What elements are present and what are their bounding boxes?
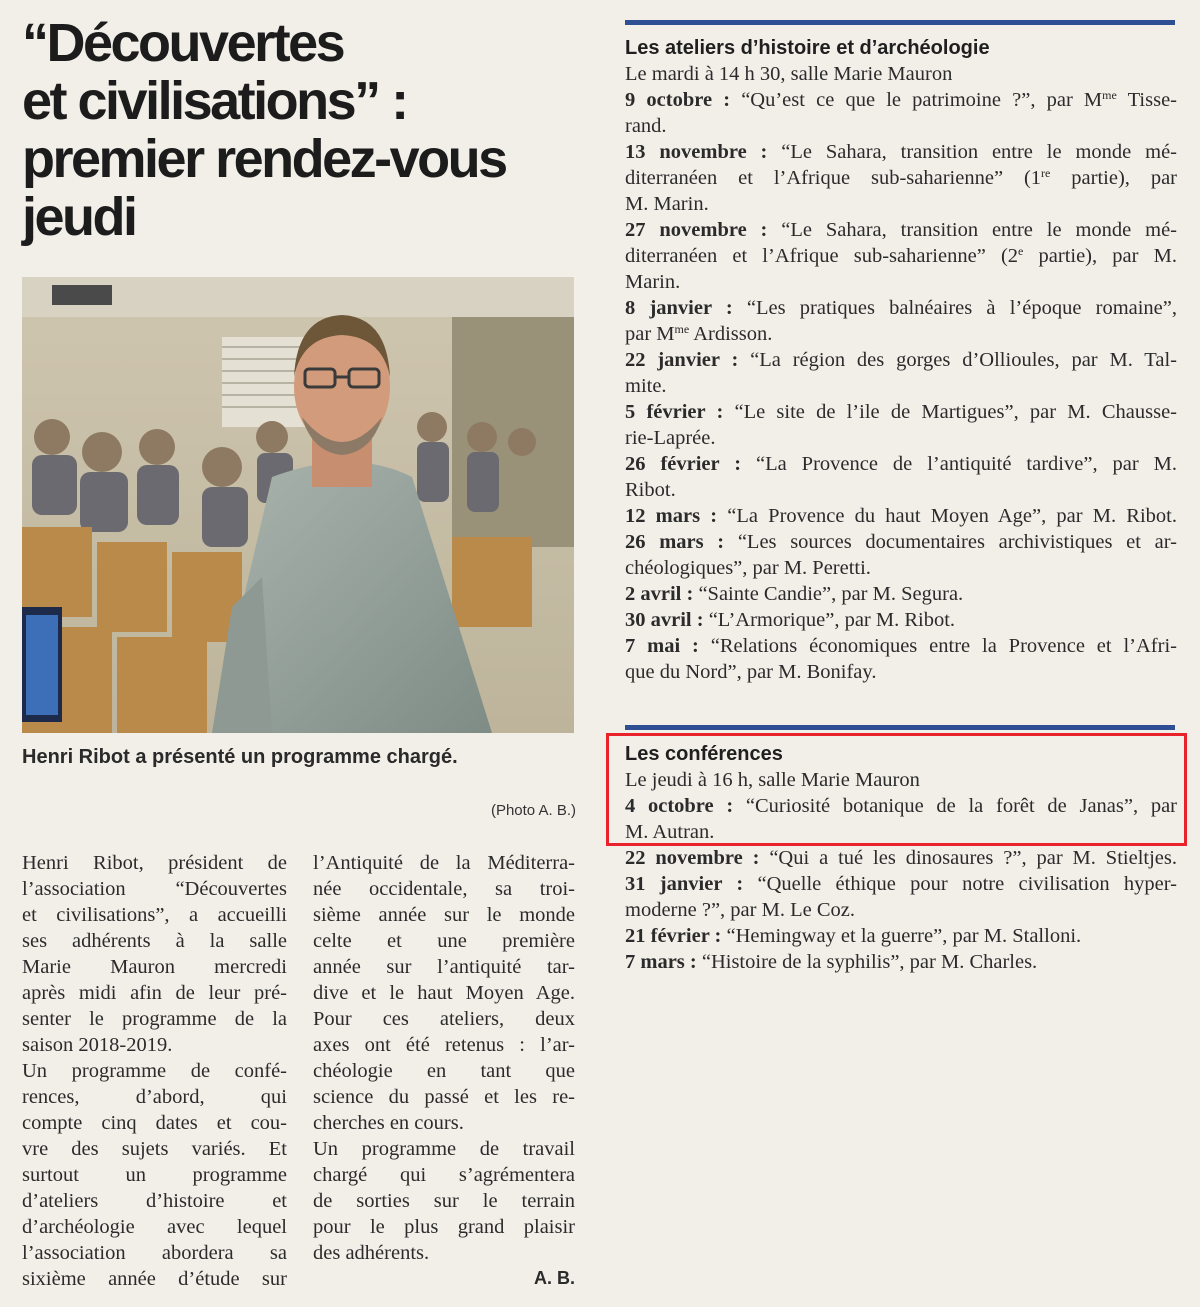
article-line: ses adhérents à la salle — [22, 930, 287, 952]
program-date: 7 mai : — [625, 635, 699, 657]
photo-caption: Henri Ribot a présenté un programme chargé. — [22, 746, 458, 768]
program-date: 13 novembre : — [625, 141, 768, 163]
ateliers-line — [625, 295, 1177, 321]
article-line: saison 2018-2019. — [22, 1034, 173, 1056]
article-line: celte et une première — [313, 930, 575, 952]
article-line: cherches en cours. — [313, 1112, 464, 1134]
article-line: Un programme de confé- — [22, 1060, 287, 1082]
program-text: par M — [625, 323, 675, 345]
article-line: rences, d’abord, qui — [22, 1086, 287, 1108]
headline-line: jeudi — [22, 187, 136, 247]
conferences-line — [625, 871, 1177, 897]
program-text: “Hemingway et la guerre”, par M. Stalloni. — [721, 925, 1082, 947]
program-text: “Qu’est ce que le patrimoine ?”, par M — [730, 89, 1103, 111]
ateliers-line — [625, 373, 1177, 399]
article-line: compte cinq dates et cou- — [22, 1112, 287, 1134]
ateliers-line — [625, 243, 1177, 269]
article-line: senter le programme de la — [22, 1008, 287, 1030]
program-text: “La Provence du haut Moyen Age”, par M. Ribot. — [717, 505, 1177, 527]
program-date: 27 novembre : — [625, 219, 768, 241]
program-superscript: me — [674, 322, 690, 336]
program-text: M. Autran. — [625, 821, 715, 843]
ateliers-line — [625, 87, 1177, 113]
program-text: “Le Sahara, transition entre le monde mé- — [767, 141, 1177, 163]
program-date: 5 février : — [625, 401, 724, 423]
program-text: diterranéen et l’Afrique sub-saharienne” (1 — [625, 167, 1042, 189]
article-line: l’association “Découvertes — [22, 878, 287, 900]
ateliers-line — [625, 633, 1177, 659]
article-photo — [22, 277, 574, 733]
program-text: “Sainte Candie”, par M. Segura. — [693, 583, 964, 605]
ateliers-line — [625, 113, 1177, 139]
ateliers-line — [625, 555, 1177, 581]
program-superscript: me — [1102, 88, 1117, 102]
article-line: science du passé et les re- — [313, 1086, 575, 1108]
program-text: “Histoire de la syphilis”, par M. Charles. — [696, 951, 1038, 973]
article-line: pour le plus grand plaisir — [313, 1216, 575, 1238]
program-text: moderne ?”, par M. Le Coz. — [625, 899, 855, 921]
program-text: Tisse- — [1116, 89, 1177, 111]
ateliers-line — [625, 269, 1177, 295]
conferences-line — [625, 949, 1177, 975]
program-date: 8 janvier : — [625, 297, 733, 319]
program-text: Marin. — [625, 271, 681, 293]
program-text: Le mardi à 14 h 30, salle Marie Mauron — [625, 63, 953, 85]
program-text: “La région des gorges d’Ollioules, par M. Tal- — [738, 349, 1178, 371]
ateliers-line — [625, 165, 1177, 191]
program-date: 26 mars : — [625, 531, 725, 553]
conferences-title: Les conférences — [625, 743, 783, 765]
article-line: d’ateliers d’histoire et — [22, 1190, 287, 1212]
program-text: partie), par M. — [1023, 245, 1177, 267]
program-text: partie), par — [1050, 167, 1177, 189]
article-line: sixième année d’étude sur — [22, 1268, 287, 1290]
article-line: dive et le haut Moyen Age. — [313, 982, 575, 1004]
conferences-line — [625, 845, 1177, 871]
program-date: 22 janvier : — [625, 349, 739, 371]
ateliers-line — [625, 217, 1177, 243]
program-date: 7 mars : — [625, 951, 697, 973]
program-text: diterranéen et l’Afrique sub-saharienne” (2 — [625, 245, 1019, 267]
ateliers-line — [625, 581, 1177, 607]
article-line: Henri Ribot, président de — [22, 852, 287, 874]
program-text: “Qui a tué les dinosaures ?”, par M. Stieltjes. — [759, 847, 1177, 869]
program-text: “Le site de l’ile de Martigues”, par M. Chausse- — [723, 401, 1177, 423]
article-line: chargé qui s’agrémentera — [313, 1164, 575, 1186]
program-date: 4 octobre : — [625, 795, 734, 817]
photo-credit: (Photo A. B.) — [490, 802, 576, 819]
program-date: 31 janvier : — [625, 873, 744, 895]
article-line: l’Antiquité de la Méditerra- — [313, 852, 575, 874]
article-line: chéologie en tant que — [313, 1060, 575, 1082]
headline-line: et civilisations” : — [22, 71, 407, 131]
article-line: axes ont été retenus : l’ar- — [313, 1034, 575, 1056]
conferences-line — [625, 897, 1177, 923]
article-line: sième année sur le monde — [313, 904, 575, 926]
program-text: M. Marin. — [625, 193, 709, 215]
headline — [22, 14, 582, 246]
article-line: de sorties sur le terrain — [313, 1190, 575, 1212]
article-line: vre des sujets variés. Et — [22, 1138, 287, 1160]
program-text: mite. — [625, 375, 667, 397]
program-text: Ardisson. — [689, 323, 773, 345]
program-text: rand. — [625, 115, 667, 137]
ateliers-line — [625, 503, 1177, 529]
article-column-middle — [313, 850, 575, 1266]
program-date: 22 novembre : — [625, 847, 760, 869]
ateliers-line — [625, 61, 1177, 87]
program-text: Le jeudi à 16 h, salle Marie Mauron — [625, 769, 920, 791]
ateliers-line — [625, 607, 1177, 633]
article-line: Marie Mauron mercredi — [22, 956, 287, 978]
article-line: Pour ces ateliers, deux — [313, 1008, 575, 1030]
article-line: et civilisations”, a accueilli — [22, 904, 287, 926]
program-text: “Les pratiques balnéaires à l’époque romaine”, — [732, 297, 1178, 319]
ateliers-line — [625, 451, 1177, 477]
ateliers-title: Les ateliers d’histoire et d’archéologie — [625, 37, 990, 59]
article-line: l’association abordera sa — [22, 1242, 287, 1264]
program-text: “Quelle éthique pour notre civilisation hyper- — [743, 873, 1177, 895]
article-line: des adhérents. — [313, 1242, 430, 1264]
headline-line: “Découvertes — [22, 13, 344, 73]
ateliers-program — [625, 61, 1177, 685]
ateliers-line — [625, 139, 1177, 165]
headline-line: premier rendez-vous — [22, 129, 506, 189]
article-line: après midi afin de leur pré- — [22, 982, 287, 1004]
ateliers-line — [625, 659, 1177, 685]
program-text: rie-Laprée. — [625, 427, 716, 449]
program-date: 2 avril : — [625, 583, 694, 605]
program-text: que du Nord”, par M. Bonifay. — [625, 661, 877, 683]
program-date: 26 février : — [625, 453, 742, 475]
ateliers-line — [625, 191, 1177, 217]
article-line: d’archéologie avec lequel — [22, 1216, 287, 1238]
program-text: “L’Armorique”, par M. Ribot. — [703, 609, 956, 631]
article-line: Un programme de travail — [313, 1138, 575, 1160]
ateliers-line — [625, 321, 1177, 347]
program-text: chéologiques”, par M. Peretti. — [625, 557, 871, 579]
article-column-left — [22, 850, 287, 1292]
program-text: “La Provence de l’antiquité tardive”, par M. — [741, 453, 1178, 475]
ateliers-line — [625, 399, 1177, 425]
program-text: “Curiosité botanique de la forêt de Janas”, par — [733, 795, 1178, 817]
ateliers-line — [625, 477, 1177, 503]
highlight-box — [606, 733, 1187, 846]
ateliers-line — [625, 529, 1177, 555]
program-text: “Relations économiques entre la Provence et l’Afri- — [698, 635, 1177, 657]
program-date: 30 avril : — [625, 609, 704, 631]
section-rule-conferences — [625, 725, 1175, 730]
program-date: 21 février : — [625, 925, 722, 947]
program-text: “Le Sahara, transition entre le monde mé- — [767, 219, 1177, 241]
article-line: née occidentale, sa troi- — [313, 878, 575, 900]
ateliers-line — [625, 347, 1177, 373]
program-text: Ribot. — [625, 479, 676, 501]
program-text: “Les sources documentaires archivistiques et ar- — [724, 531, 1177, 553]
program-date: 9 octobre : — [625, 89, 731, 111]
program-date: 12 mars : — [625, 505, 718, 527]
program-superscript: e — [1018, 244, 1024, 258]
conferences-line — [625, 923, 1177, 949]
article-line: surtout un programme — [22, 1164, 287, 1186]
section-rule-ateliers — [625, 20, 1175, 25]
author-signature: A. B. — [533, 1268, 575, 1288]
ateliers-line — [625, 425, 1177, 451]
article-line: année sur l’antiquité tar- — [313, 956, 575, 978]
program-superscript: re — [1041, 166, 1051, 180]
